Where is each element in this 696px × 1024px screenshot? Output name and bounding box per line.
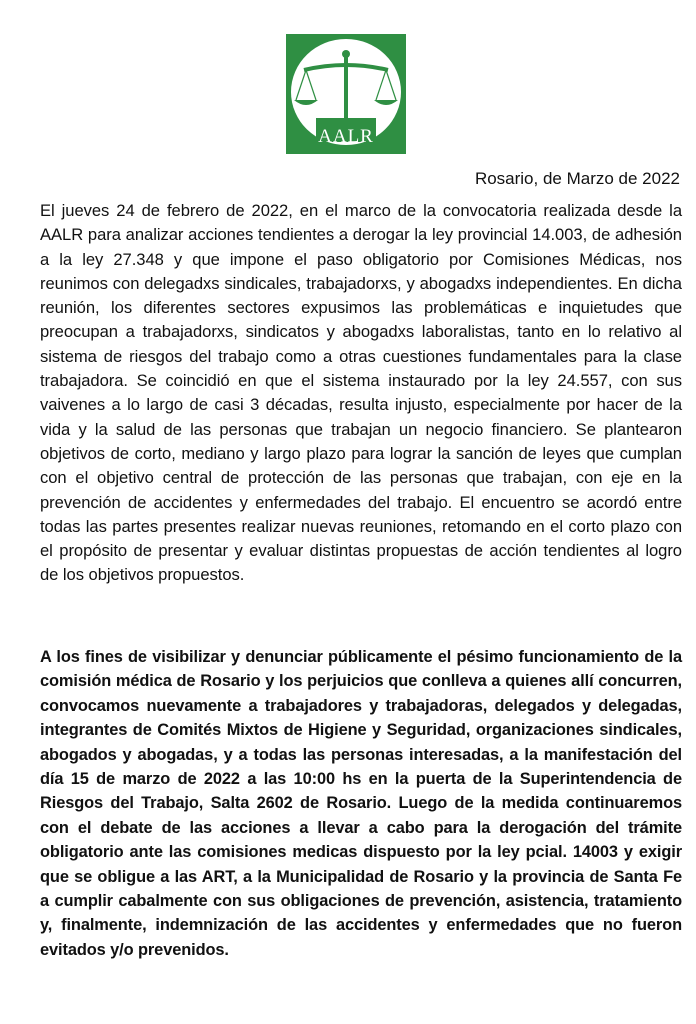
logo-text: AALR — [318, 126, 374, 147]
aalr-logo — [286, 34, 406, 154]
paragraph-call-to-protest: A los fines de visibilizar y denunciar públicamente el pésimo funcionamiento de la comisión médica de Rosario y los perjuicios que conlleva a quienes allí concurren, convocamos nuevamente a trabajadores y trabajadoras, delegados y delegadas, integrantes de Comités Mixtos de Higiene y Seguridad, organizaciones sindicales, abogados y abogadas, y a todas las personas interesadas, a la manifestación del día 15 de marzo de 2022 a las 10:00 hs en la puerta de la Superintendencia de Riesgos del Trabajo, Salta 2602 de Rosario. Luego de la medida continuaremos con el debate de las acciones a llevar a cabo para la derogación del trámite obligatorio ante las comisiones medicas dispuesto por la ley pcial. 14003 y exigir que se obligue a las ART, a la Municipalidad de Rosario y la provincia de Santa Fe a cumplir cabalmente con sus obligaciones de prevención, asistencia, tratamiento y, finalmente, indemnización de las accidentes y enfermedades que no fueron evitados y/o prevenidos. — [40, 648, 682, 959]
document-date: Rosario, de Marzo de 2022 — [474, 169, 680, 188]
paragraph-meeting-summary: El jueves 24 de febrero de 2022, en el marco de la convocatoria realizada desde la AALR para analizar acciones tendientes a derogar la ley provincial 14.003, de adhesión a la ley 27.348 y que impone el paso obligatorio por Comisiones Médicas, nos reunimos con delegadxs sindicales, trabajadorxs, y abogadxs independientes. En dicha reunión, los diferentes sectores expusimos las problemáticas e inquietudes que preocupan a trabajadorxs, sindicatos y abogadxs laboralistas, tanto en lo relativo al sistema de riesgos del trabajo como a otras cuestiones fundamentales para la clase trabajadora. Se coincidió en que el sistema instaurado por la ley 24.557, con sus vaivenes a lo largo de casi 3 décadas, resulta injusto, especialmente por hacer de la vida y la salud de las personas que trabajan un negocio financiero. Se plantearon objetivos de corto, mediano y largo plazo para lograr la sanción de leyes que cumplan con el objetivo central de protección de las personas que trabajan, con eje en la prevención de accidentes y enfermedades del trabajo. El encuentro se acordó entre todas las partes presentes realizar nuevas reuniones, retomando en el corto plazo con el propósito de presentar y evaluar distintas propuestas de acción tendientes al logro de los objetivos propuestos. — [40, 201, 682, 585]
